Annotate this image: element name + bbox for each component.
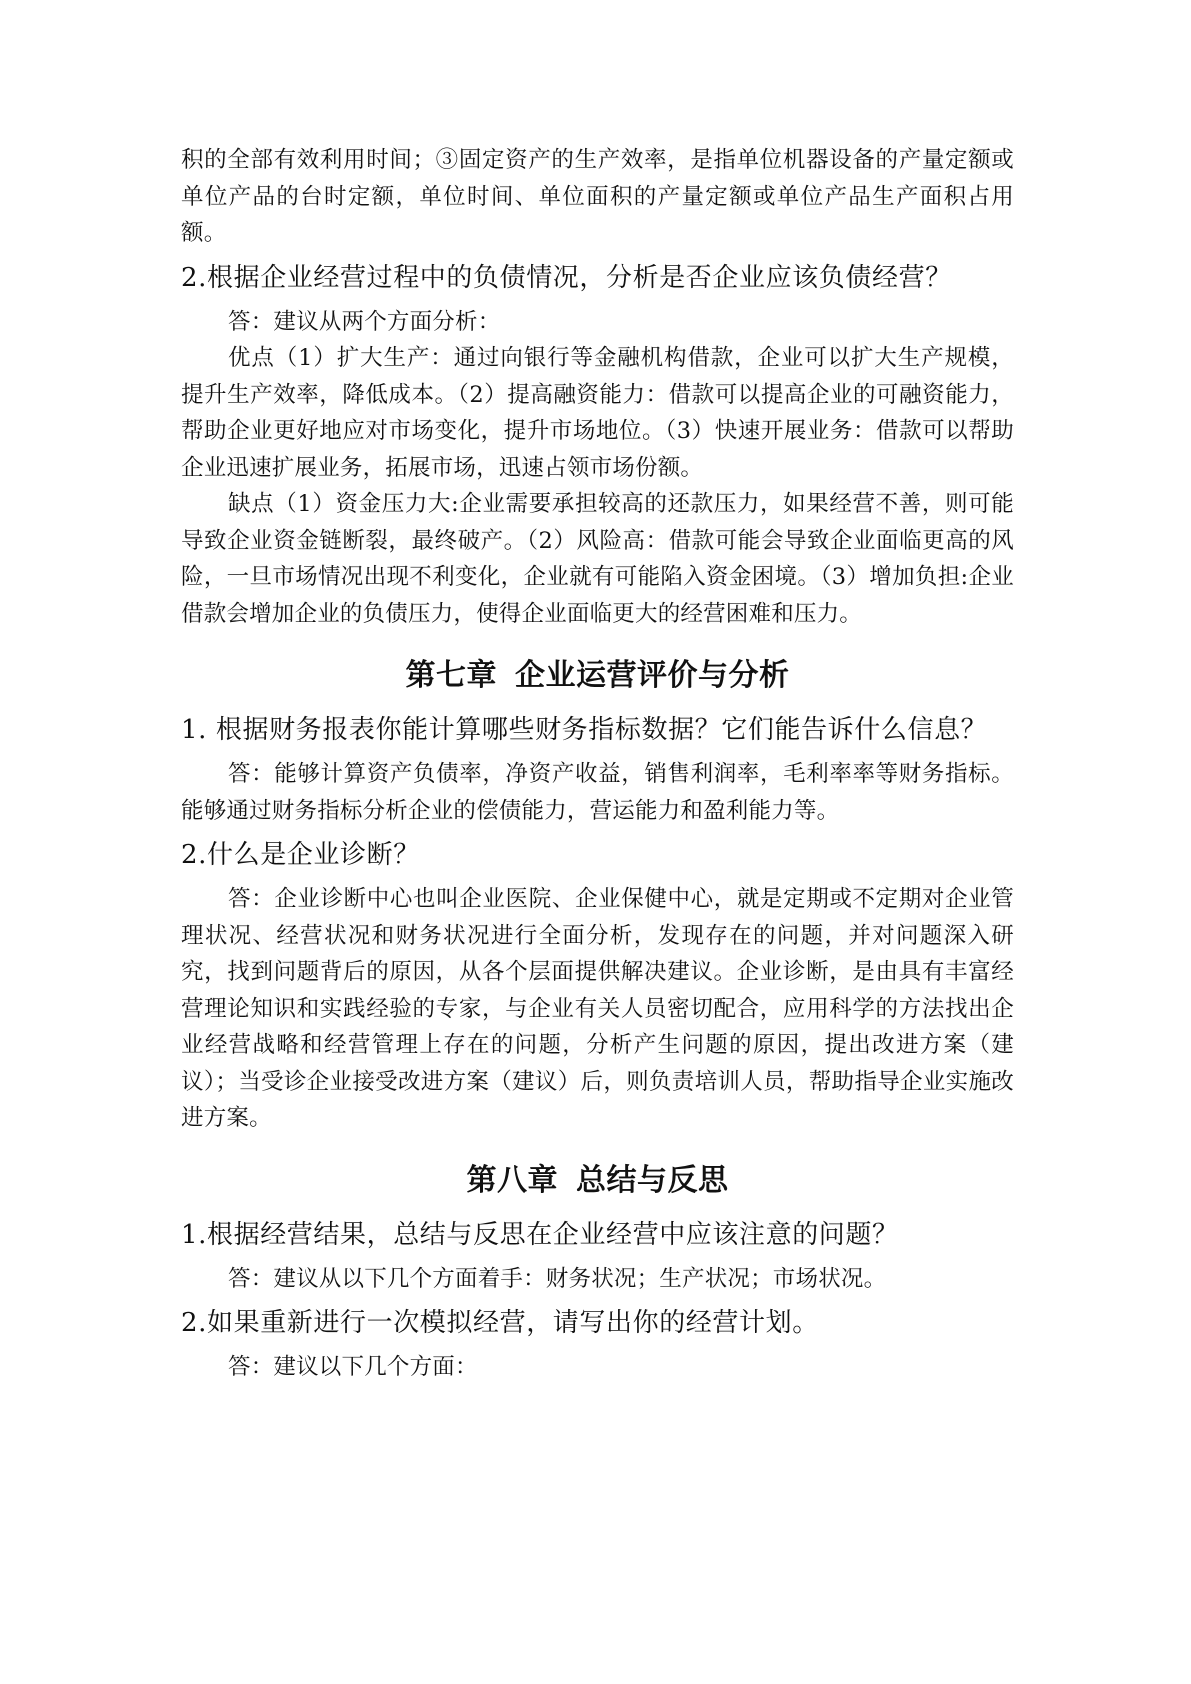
disadvantages-paragraph: 缺点（1）资金压力大:企业需要承担较高的还款压力，如果经营不善，则可能导致企业资金链断裂，最终破产。（2）风险高：借款可能会导致企业面临更高的风险，一旦市场情况出现不利变化，企业就有可能陷入资金困境。（3）增加负担:企业借款会增加企业的负债压力，使得企业面临更大的经营困难和压力。 <box>181 491 1014 627</box>
spacer <box>181 1203 1014 1215</box>
intro-paragraph: 积的全部有效利用时间；③固定资产的生产效率，是指单位机器设备的产量定额或单位产品的台时定额，单位时间、单位面积的产量定额或单位产品生产面积占用额。 <box>181 147 1014 246</box>
chapter-title: 企业运营评价与分析 <box>515 658 790 693</box>
answer-paragraph: 答：能够计算资产负债率，净资产收益，销售利润率，毛利率率等财务指标。能够通过财务指标分析企业的偿债能力，营运能力和盈利能力等。 <box>181 761 1014 824</box>
advantages-paragraph: 优点（1）扩大生产：通过向银行等金融机构借款，企业可以扩大生产规模，提升生产效率，降低成本。（2）提高融资能力：借款可以提高企业的可融资能力，帮助企业更好地应对市场变化，提升市场地位。（3）快速开展业务：借款可以帮助企业迅速扩展业务，拓展市场，迅速占领市场份额。 <box>181 345 1014 481</box>
spacer <box>181 1137 1014 1159</box>
question-heading: 1. 根据财务报表你能计算哪些财务指标数据？它们能告诉什么信息？ <box>181 715 988 745</box>
spacer <box>181 632 1014 654</box>
spacer <box>181 698 1014 710</box>
question-heading: 2.根据企业经营过程中的负债情况，分析是否企业应该负债经营？ <box>181 262 952 293</box>
question-heading: 1.根据经营结果，总结与反思在企业经营中应该注意的问题？ <box>181 1219 899 1250</box>
question-heading: 2.什么是企业诊断？ <box>181 840 420 870</box>
answer-paragraph: 答：企业诊断中心也叫企业医院、企业保健中心，就是定期或不定期对企业管理状况、经营状况和财务状况进行全面分析，发现存在的问题，并对问题深入研究，找到问题背后的原因，从各个层面提供解决建议。企业诊断，是由具有丰富经营理论知识和实践经验的专家，与企业有关人员密切配合，应用科学的方法找出企业经营战略和经营管理上存在的问题，分析产生问题的原因，提出改进方案（建议）；当受诊企业接受改进方案（建议）后，则负责培训人员，帮助指导企业实施改进方案。 <box>181 886 1014 1131</box>
chapter-number: 第七章 <box>405 658 497 693</box>
chapter-heading <box>181 654 1014 698</box>
answer-paragraph: 答：建议从以下几个方面着手：财务状况；生产状况；市场状况。 <box>228 1265 887 1292</box>
answer-paragraph: 答：建议以下几个方面： <box>228 1354 478 1380</box>
chapter-title: 总结与反思 <box>576 1162 729 1198</box>
question-heading: 2.如果重新进行一次模拟经营，请写出你的经营计划。 <box>181 1308 819 1338</box>
chapter-heading <box>181 1159 1014 1203</box>
answer-intro: 答：建议从两个方面分析： <box>228 308 501 335</box>
chapter-number: 第八章 <box>466 1162 558 1198</box>
page-content <box>181 142 1014 1386</box>
